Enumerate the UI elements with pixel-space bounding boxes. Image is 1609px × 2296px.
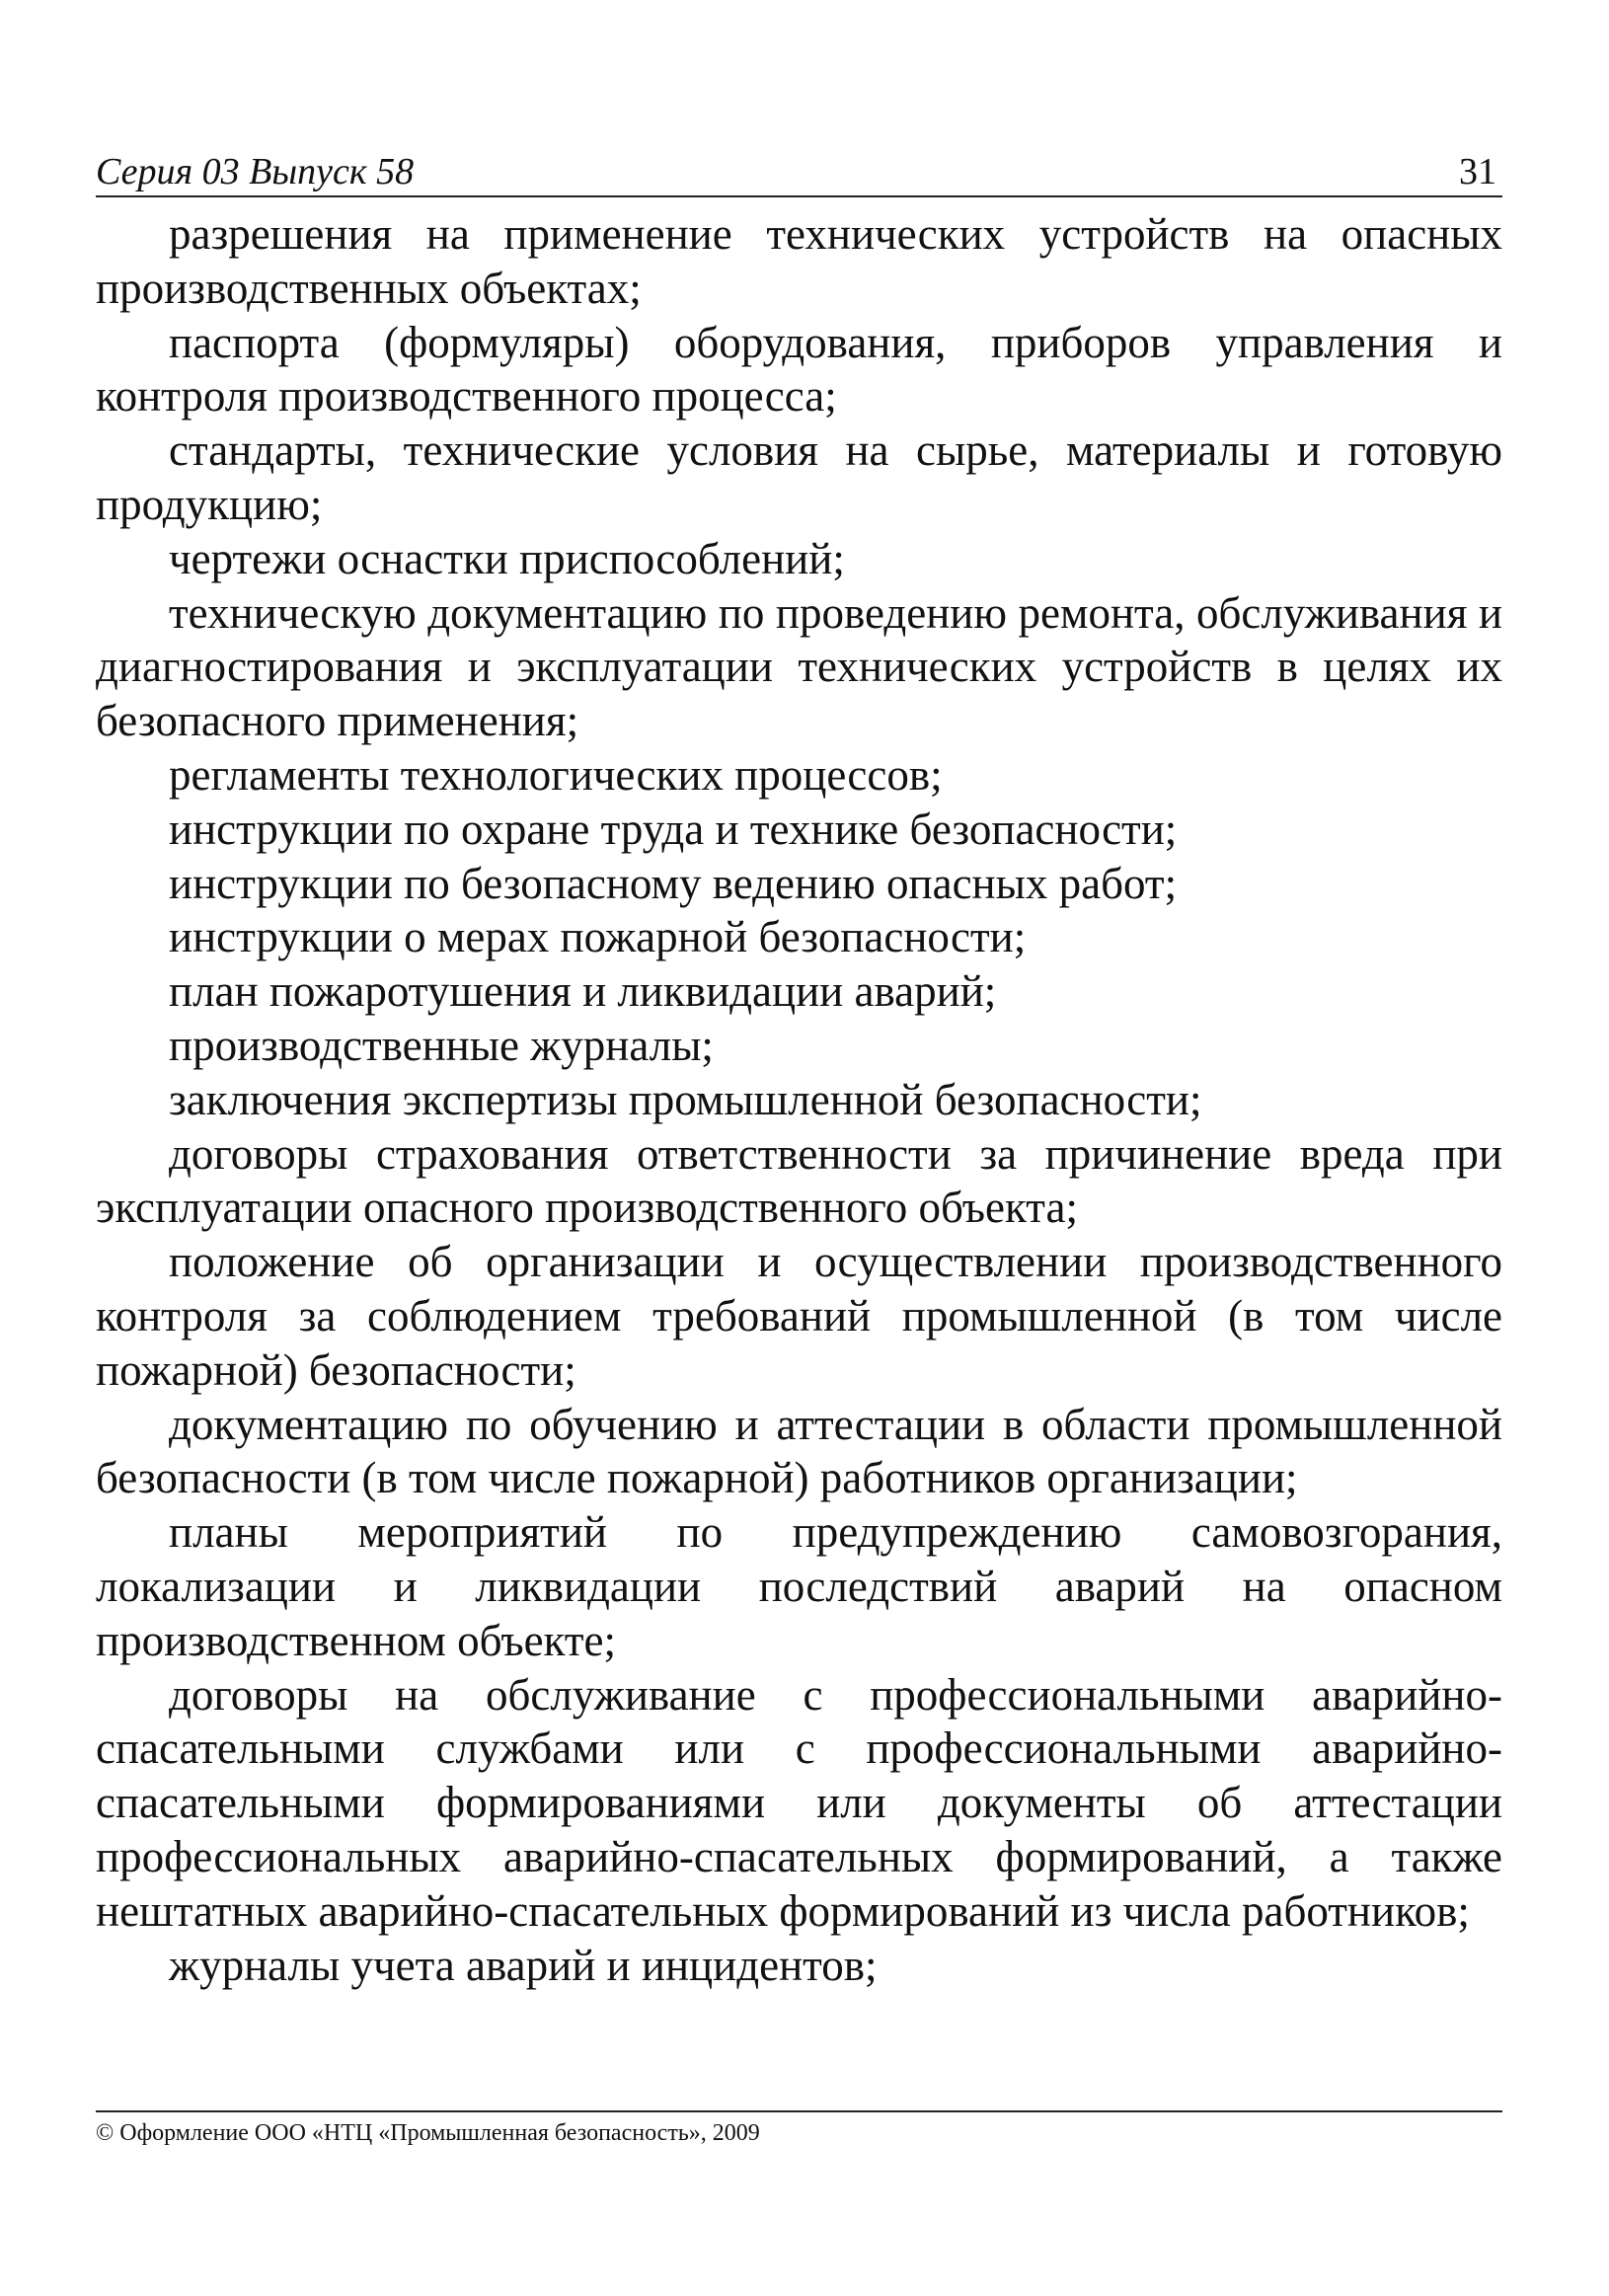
list-item: план пожаротушения и ликвидации аварий; [169, 966, 997, 1017]
list-item: паспорта (формуляры) оборудования, приборов управления и контроля производственного процесса; [96, 317, 1502, 421]
list-item: инструкции по безопасному ведению опасных работ; [169, 858, 1178, 908]
list-item: чертежи оснастки приспособлений; [169, 533, 845, 583]
list-item: инструкции по охране труда и технике безопасности; [169, 804, 1178, 854]
list-item: положение об организации и осуществлении производственного контроля за соблюдением требований промышленной (в том числе пожарной) безопасности; [96, 1237, 1502, 1395]
list-item: техническую документацию по проведению ремонта, обслуживания и диагностирования и эксплуатации технических устройств в целях их безопасного применения; [96, 587, 1502, 746]
page-number: 31 [1459, 151, 1496, 192]
list-item: документацию по обучению и аттестации в области промышленной безопасности (в том числе пожарной) работников организации; [96, 1399, 1502, 1503]
list-item: договоры на обслуживание с профессиональными аварийно-спасательными службами или с профессиональными аварийно-спасательными формированиями или документы об аттестации профессиональных аварийно-спасательных формирований, а также нештатных аварийно-спасательных формирований из числа работников; [96, 1669, 1502, 1936]
list-item: заключения экспертизы промышленной безопасности; [169, 1074, 1202, 1124]
list-item: инструкции о мерах пожарной безопасности; [169, 912, 1027, 962]
list-item: договоры страхования ответственности за причинение вреда при эксплуатации опасного производственного объекта; [96, 1128, 1502, 1233]
list-item: журналы учета аварий и инцидентов; [169, 1940, 878, 1990]
body-text [96, 207, 1502, 1992]
list-item: разрешения на применение технических устройств на опасных производственных объектах; [96, 209, 1502, 313]
list-item: регламенты технологических процессов; [169, 749, 943, 800]
footer-copyright: © Оформление ООО «НТЦ «Промышленная безопасность», 2009 [96, 2110, 1502, 2148]
list-item: стандарты, технические условия на сырье, материалы и готовую продукцию; [96, 425, 1502, 529]
list-item: планы мероприятий по предупреждению самовозгорания, локализации и ликвидации последствий аварий на опасном производственном объекте; [96, 1507, 1502, 1665]
document-page [96, 148, 1502, 1992]
list-item: производственные журналы; [169, 1020, 714, 1070]
header-series-title: Серия 03 Выпуск 58 [96, 151, 415, 192]
running-header [96, 148, 1502, 197]
